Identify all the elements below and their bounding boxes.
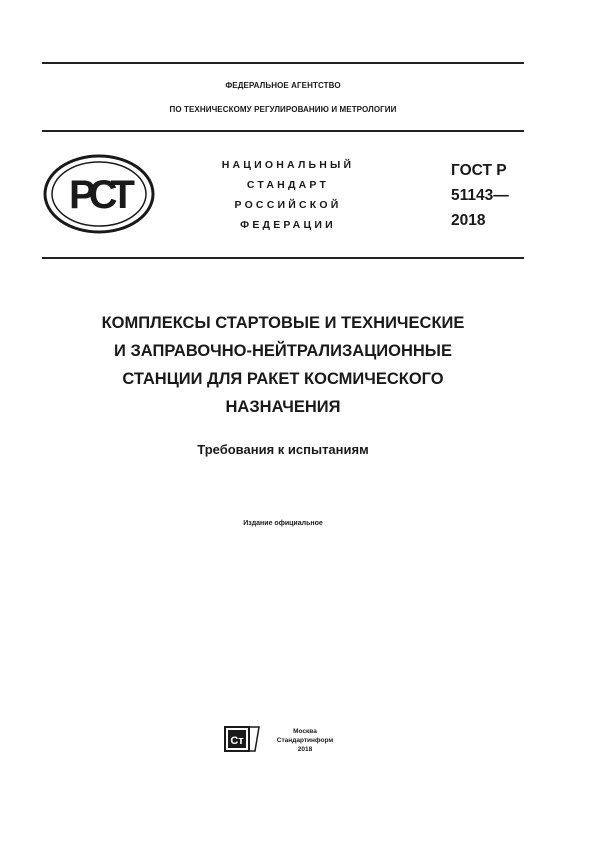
standard-type-line: НАЦИОНАЛЬНЫЙ [221, 159, 355, 171]
agency-line-1: ФЕДЕРАЛЬНОЕ АГЕНТСТВО [225, 81, 341, 90]
title-line: КОМПЛЕКСЫ СТАРТОВЫЕ И ТЕХНИЧЕСКИЕ [101, 314, 465, 332]
title-line: НАЗНАЧЕНИЯ [225, 398, 341, 416]
standard-type [198, 155, 378, 235]
designation-line: 51143— [451, 187, 509, 204]
publisher-city: Москва [293, 728, 317, 735]
designation-line: ГОСТ Р [451, 162, 507, 179]
standard-type-line: СТАНДАРТ [246, 179, 330, 191]
standard-type-line: ФЕДЕРАЦИИ [240, 219, 336, 231]
designation-line: 2018 [451, 212, 486, 229]
standard-designation [451, 158, 551, 233]
standartinform-logo-icon [223, 724, 263, 754]
title-rule [42, 257, 524, 259]
title-line: СТАНЦИИ ДЛЯ РАКЕТ КОСМИЧЕСКОГО [122, 370, 444, 388]
document-title [42, 309, 524, 421]
publisher-year: 2018 [297, 746, 313, 753]
publisher-name: Стандартинформ [276, 737, 334, 744]
publisher-logo-text: Ст [230, 735, 244, 747]
top-rule [42, 62, 524, 64]
title-line: И ЗАПРАВОЧНО-НЕЙТРАЛИЗАЦИОННЫЕ [114, 342, 452, 360]
publisher-info [265, 727, 345, 754]
rst-logo-text: РСТ [68, 173, 130, 217]
edition-label: Издание официальное [243, 520, 323, 527]
rst-logo-icon [42, 153, 156, 235]
document-subtitle: Требования к испытаниям [197, 442, 369, 457]
agency-line-2: ПО ТЕХНИЧЕСКОМУ РЕГУЛИРОВАНИЮ И МЕТРОЛОГИИ [169, 105, 397, 114]
standard-type-line: РОССИЙСКОЙ [234, 199, 342, 211]
header-rule [42, 130, 524, 132]
